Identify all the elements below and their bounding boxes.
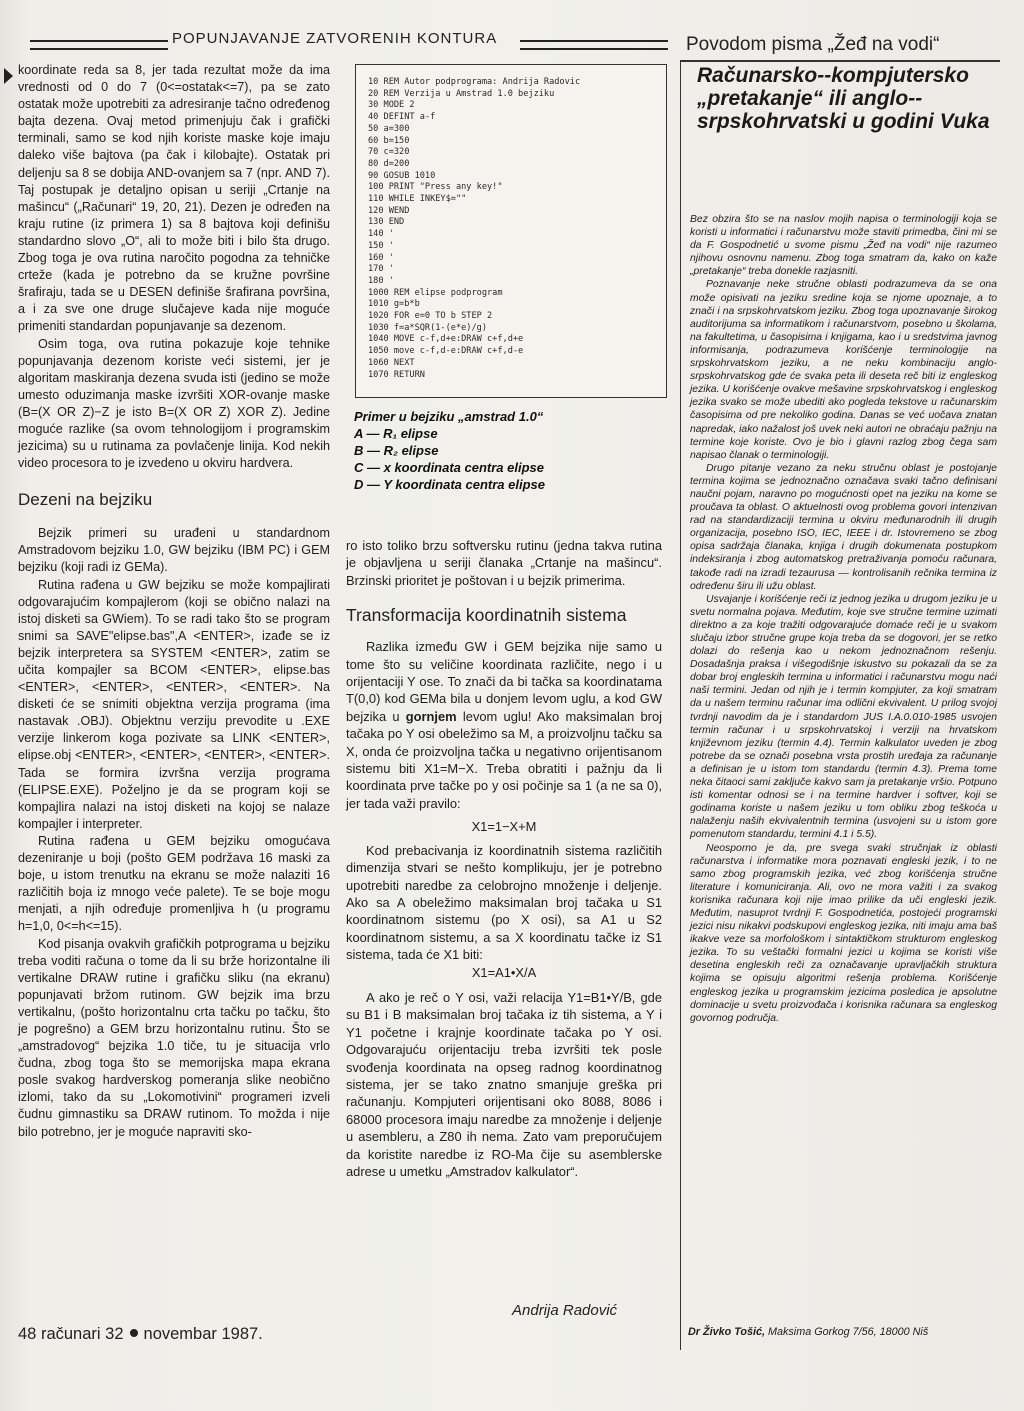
code-line: 1010 g=b*b — [368, 299, 420, 310]
issue-date: novembar 1987. — [143, 1325, 263, 1343]
code-line: 10 REM Autor podprograma: Andrija Radovic — [368, 77, 581, 87]
paragraph-text: levom uglu! Ako maksimalan broj tačaka po Y osi obeležimo sa M, a proizvoljnu tačku sa X, onda će proizvoljna tačka u negativno orijentisanom sistemu biti X1=M−X. Treba obratiti i pažnju da li koordinata prve tačke po y osi počinje sa 1 (a ne sa 0), jer tada važi pravilo: — [346, 708, 662, 811]
left-paragraph: koordinate reda sa 8, jer tada rezultat može da ima vrednosti od 0 do 7 (0<=ostatak<=7), pa se zato ostatak može upotrebiti za adresiranje tačno određenog bajta dezena. Ovaj metod primenjuju čak i grafički terminali, samo se kod njih koriste maske koje imaju daleko više bajtova (pa čak i kilobajte). Ostatak pri deljenju sa 8 se dobija AND-ovanjem sa 7 (npr. AND 7). Taj postupak je detaljno opisan u seriji „Crtanje na mašincu“ („Računari“ 19, 20, 21). Dezen je određen na kraju rutine (iz primera 1) sa 8 bajtova koji definišu standardno slovo „O“, ali to može biti i bilo šta drugo. Zbog toga je ova rutina naročito pogodna za tehničke crteže (kada je potrebno da se kružne površine šrafiraju, tada se u DESEN definiše šrafirana površina, a i za sve one druge slučajeve kada nije moguće primeniti standardan popunjavanje sa dezenom. — [18, 63, 330, 334]
code-line: 110 WHILE INKEY$="" — [368, 194, 467, 205]
section-header: POPUNJAVANJE ZATVORENIH KONTURA — [172, 30, 498, 47]
code-line: 1050 move c-f,d-e:DRAW c+f,d-e — [368, 346, 524, 357]
section-heading: Transformacija koordinatnih sistema — [346, 605, 627, 626]
section-heading: Dezeni na bejziku — [18, 490, 153, 510]
caption-line: A — R₁ elipse — [354, 426, 438, 441]
caption-line: C — x koordinata centra elipse — [354, 460, 545, 475]
code-line: 1060 NEXT — [368, 357, 415, 368]
left-paragraph: Osim toga, ova rutina pokazuje koje tehnike popunjavanja dezenom koriste veći sistemi, jer je algoritam maskiranja dezena svuda isti (jedino se može umesto oduzimanja maske izvršiti XOR-ovanje maske (B=(X OR Z)−Z je isto B=(X OR Z) XOR Z). Jedine moguće razlike (sa ovom tehnologijom i programskim jezicima) su u rutinama za povlačenje linija. Kod nekih video procesora to je izvedeno u okviru hardvera. — [18, 336, 330, 471]
page-number: 48 — [18, 1325, 37, 1343]
right-paragraph: Bez obzira što se na naslov mojih napisa o terminologiji koja se koristi u informatici i računarstvu može staviti primedba, čini mi se da F. Gospodnetić u svome pismu „Žeđ na vodi“ nije razumeo njihovu osnovnu namenu. Zbog toga smatram da, kako on kaže „pretakanje“ treba donekle razjasniti. — [690, 214, 997, 278]
magazine-name: računari 32 — [40, 1325, 124, 1343]
left-paragraph: Rutina rađena u GW bejziku se može kompajlirati odgovarajućim kompajlerom (koji se obično nalazi na istoj disketi sa GWiem). To se radi tako što se program snimi sa SAVE"elipse.bas",A <ENTER>, izađe se iz bejzik interpretera sa SYSTEM <ENTER>, zatim se učita kompajler sa BCOM <ENTER>, elipse.bas <ENTER>, <ENTER>, <ENTER>, <ENTER>. Na disketi će se snimiti objektna verzija programa (ima nastavak .OBJ). Objektnu verziju prevodite u .EXE verzije linkerom koga pozivate sa LINK <ENTER>, elipse.obj <ENTER>, <ENTER>, <ENTER>, <ENTER>. Tada se formira izvršna verzija programa (ELIPSE.EXE). Poželjno je da se program koji se kompajlira nalazi na istoj disketi na kojoj se nalaze kompajler i interpreter. — [18, 577, 330, 831]
page-footer — [18, 1325, 263, 1344]
caption-line: D — Y koordinata centra elipse — [354, 477, 545, 492]
middle-paragraph: Kod prebacivanja iz koordinatnih sistema različitih dimenzija stvari se nešto komplikuju, jer je potrebno upotrebiti naredbe za celobrojno množenje i deljenje. Ako sa A obeležimo maksimalan broj tačaka u S1 koordinatnom sistemu (po X osi), sa A1 u S2 koordinatnom sistemu, a sa X koordinatu tačke iz S1 sistema, tada će X1 biti: — [346, 842, 662, 963]
middle-paragraph: ro isto toliko brzu softversku rutinu (jedna takva rutina je objavljena u seriji članaka „Crtanje na mašincu“. Brzinski prioritet je poštovan i u bejzik primerima. — [346, 538, 662, 588]
code-line: 70 c=320 — [368, 147, 410, 158]
left-paragraph: Kod pisanja ovakvih grafičkih potprograma u bejziku treba voditi računa o tome da li su brže horizontalne ili vertikalne DRAW rutine i grafičku sliku (na ekranu) popunjavati bržom rutinom. GW bejzik ima brzu vertikalnu, (pošto horizontalnu crta tačku po tačku, što je pogrešno) a GEM brzu horizontalnu rutinu. Što se „amstradovog“ bejzika 1.0 tiče, tu je situacija vrlo čudna, zbog toga što se memorijska mapa ekrana posle svakog hardverskog pomeranja slike neobično izlomi, tako da su „Lokomotivini“ programeri izveli čudnu gimnastiku sa DRAW rutinom. To možda i nije bilo potrebno, jer je moguće napraviti sko- — [18, 936, 330, 1139]
code-line: 90 GOSUB 1010 — [368, 170, 436, 181]
code-line: 1030 f=a*SQR(1-(e*e)/g) — [368, 322, 487, 333]
right-paragraph: Drugo pitanje vezano za neku stručnu oblast je postojanje termina kojima se jednoznačno označava svaki tačno definisani naučni pojam, naravno po mogućnosti opet na jeziku na kome se proučava ta oblast. O aktuelnosti ovog problema govori intenzivan rad na standardizaciji termina u okviru međunarodnih ili drugih organizacija, posebno ISO, IEC, IEEE i dr. Istovremeno se zbog opisa sadržaja članaka, knjiga i drugih dokumenata postupkom indeksiranja i zbog automatskog pretraživanja pomoću računara, takođe radi na izradi tezaurusa — kontrolisanih rečnika termina iz određenu širu ili užu oblast. — [690, 462, 997, 592]
code-line: 60 b=150 — [368, 135, 410, 146]
code-line: 1070 RETURN — [368, 369, 425, 380]
right-paragraph: Usvajanje i korišćenje reči iz jednog jezika u drugom jeziku je u svetu normalna pojava. Međutim, koje sve stručne termine uzimati direktno a za koje tražiti odgovarajuće domaće reči je u svakom slučaju izbor stručne grupe koja treba da se dogovori, jer se retko dolazi do rešenja kao u nekom jednoznačnom rešenju. Dosadašnja praksa i višegodišnje iskustvo su pokazali da se za dobar broj engleskih termina u informatici i računarstvu mogu naći naši termini. Jedan od njih je i termin kompjuter, za koji smatram da u našem terminu računar ima odlični ekvivalent. U prilog svojoj tvrdnji navodim da je i standardom JUS I.A.0.010-1985 usvojen termin računar i u srpskohrvatskoj i verziji na hrvatskom književnom jeziku (termin 4.4). Termin kalkulator uveden je zbog potrebe da se označi posebna vrsta prostih uređaja za računanje a definisan je u istom tom standardu (termin 4.3). Prema tome neka čitaoci sami zaključe kakvo sam ja pretakanje vršio. Potpuno isti komentar odnosi se i na termine hardver i softver, koji se godinama koriste u našem jeziku u tom obliku zbog teškoća u nalaženju naših ekvivalentnih termina (usvojeni su u istom gore pomenutom standardu, termini 4.1 i 5.5). — [690, 593, 997, 841]
code-line: 1020 FOR e=0 TO b STEP 2 — [368, 311, 493, 322]
middle-paragraph: A ako je reč o Y osi, važi relacija Y1=B1•Y/B, gde su B1 i B maksimalan broj tačaka iz tih sistema, a Y i Y1 početne i krajnje koordinate tačaka po Y osi. Odgovarajuću orijentaciju treba izvršiti tek posle svođenja koordinata na opseg radnog koordinatnog sistema, jer se tako znatno smanjuje greška pri računanju. Kompjuteri orijentisani oko 8088, 8086 i 68000 procesora imaju naredbe za množenje i deljenje u asembleru, a Z80 ih nema. Zato vam preporučujem da koristite naredbe iz RO-Ma čije su asemblerske adrese u umetku „Amstradov kalkulator“. — [346, 989, 662, 1179]
code-line: 1040 MOVE c-f,d+e:DRAW c+f,d+e — [368, 334, 524, 345]
code-line: 160 ' — [368, 252, 394, 263]
code-line: 20 REM Verzija u Amstrad 1.0 bejziku — [368, 88, 555, 99]
code-line: 30 MODE 2 — [368, 100, 415, 111]
basic-code-listing — [355, 64, 667, 398]
left-column — [18, 62, 330, 1141]
bullet-icon — [130, 1329, 138, 1337]
right-paragraph: Neosporno je da, pre svega svaki stručnjak iz oblasti računarstva i informatike mora poznavati engleski jezik, i to ne samo zbog programskih jezika, već zbog korišćenja stručne literature i komuniciranja. Ali, ovo ne mora važiti i za svakog korisnika računara koji nije imao prilike da uči engleski jezik. Međutim, nasuprot tvrdnji F. Gospodnetića, postojeći programski jezici nisu nikakvi podskupovi engleskog jezika, niti imaju ama baš ikakve veze sa morfološkom i sintaktičkom strukturom engleskog jezika. To su veštački formalni jezici u kojima se koristi više desetina engleskih reči za označavanje upravljačkih struktura kojima se opisuju algoritmi rešenja problema. Korišćenje engleskog jezika u programskim jezicima posledica je apsolutne dominacije u svetu proizvođača i korisnika računara sa engleskog govornog područja. — [690, 842, 997, 1024]
right-article-title: Računarsko--kompjutersko „pretakanje“ ili anglo--srpskohrvatski u godini Vuka — [697, 64, 990, 133]
emphasized-word: gornjem — [405, 708, 457, 724]
header-rule-right — [520, 40, 668, 50]
right-paragraph: Poznavanje neke stručne oblasti podrazumeva da se ona može opisivati na jeziku sredine koja se njome upoznaje, a to znači i na srpskohrvatskom jeziku. Zbog toga upoznavanje širokog auditorijuma sa informatikom i računarstvom, posebno u školama, na fakultetima, u časopisima i knjigama, kao i u sredstvima javnog informisanja, podrazumeva korišćenje terminologije na srpskohrvatskom jeziku, a ne neku kombinaciju anglo-srpskohrvatskog gde će svaka peta ili deseta reč biti iz engleskog jezika. U korišćenje ovakve mešavine srpskohrvatskog i engleskog jezika svako se može ubediti ako pogleda tekstove u računarskim časopisima od pre nekoliko godina. Danas se već uočava znatan napredak, iako nažalost još uvek neki autori ne obraćaju pažnju na termine koje koriste. Ovo je bio i glavni razlog zbog čega sam napisao članak o terminologiji. — [690, 279, 997, 461]
middle-paragraph — [346, 638, 662, 812]
caption-line: Primer u bejziku „amstrad 1.0“ — [354, 409, 544, 424]
code-line: 150 ' — [368, 240, 394, 251]
code-line: 50 a=300 — [368, 123, 410, 134]
paragraph-marker-icon — [4, 68, 13, 84]
left-paragraph: Rutina rađena u GEM bejziku omogućava dezeniranje u boji (pošto GEM podržava 16 maski za boje, u istom trenutku na ekranu se može nalaziti 16 različitih boja iz mnogo veće palete). Te se boje mogu menjati, a njih određuje promenljiva h (u programu h=1,0, 0<=h<=15). — [18, 833, 330, 934]
code-line: 180 ' — [368, 275, 394, 286]
right-article-rule — [680, 60, 1000, 62]
right-article-body — [690, 213, 997, 1025]
code-line: 140 ' — [368, 229, 394, 240]
formula: X1=1−X+M — [471, 819, 537, 835]
right-article-signature — [688, 1326, 928, 1338]
code-line: 120 WEND — [368, 205, 410, 216]
author-signature: Andrija Radović — [512, 1302, 618, 1319]
code-line: 40 DEFINT a-f — [368, 112, 436, 123]
left-paragraph: Bejzik primeri su urađeni u standardnom Amstradovom bejziku 1.0, GW bejziku (IBM PC) i GEM bejziku (koji radi iz GEMa). — [18, 526, 330, 575]
paragraph-text: Razlika između GW i GEM bejzika nije samo u tome što su veličine koordinata različite, nego i u orijentaciji Y ose. To znači da bi tačka sa koordinatama T(0,0) kod GEMa bila u donjem levom uglu, a kod GW bejzika u — [346, 639, 662, 724]
code-line: 100 PRINT "Press any key!" — [368, 182, 503, 193]
code-caption — [354, 408, 545, 493]
formula: X1=A1•X/A — [471, 964, 537, 980]
code-line: 1000 REM elipse podprogram — [368, 287, 503, 298]
right-column-header: Povodom pisma „Žeđ na vodi“ — [686, 34, 940, 55]
code-line: 80 d=200 — [368, 158, 410, 169]
signature-address: Maksima Gorkog 7/56, 18000 Niš — [768, 1326, 929, 1338]
header-rule-left — [30, 40, 168, 50]
right-article-border — [680, 60, 681, 1350]
signature-name: Dr Živko Tošić, — [688, 1326, 765, 1338]
middle-column — [346, 537, 662, 1180]
caption-line: B — R₂ elipse — [354, 443, 439, 458]
code-line: 130 END — [368, 217, 405, 228]
code-line: 170 ' — [368, 264, 394, 275]
